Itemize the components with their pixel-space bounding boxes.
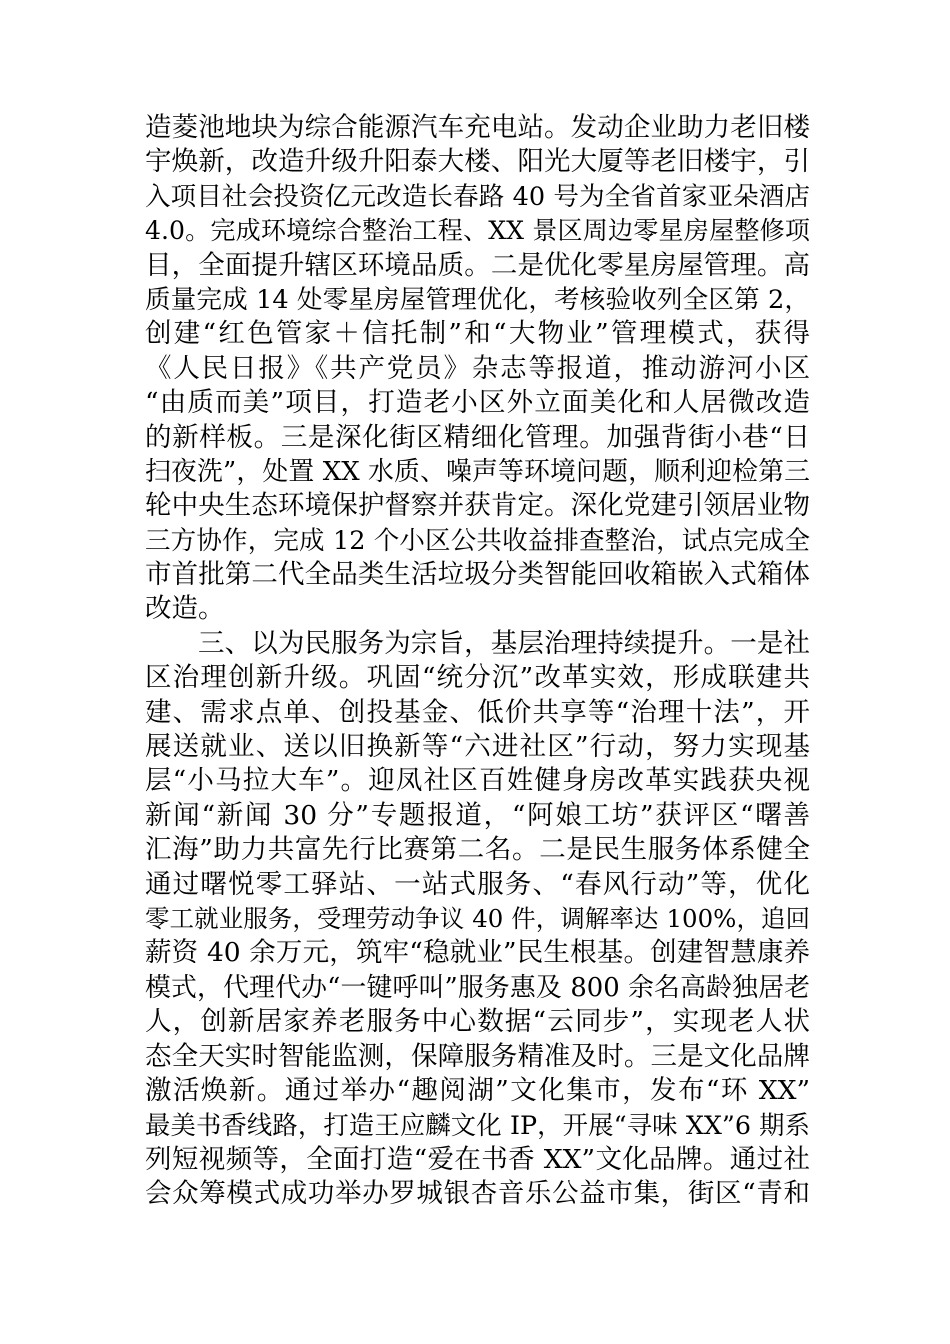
text-line: 建、需求点单、创投基金、低价共享等“治理十法”，开 — [145, 696, 810, 728]
text-line: 列短视频等，全面打造“爱在书香 XX”文化品牌。通过社 — [145, 1143, 810, 1175]
text-line: 态全天实时智能监测，保障服务精准及时。三是文化品牌 — [145, 1040, 810, 1072]
text-line: 展送就业、送以旧换新等“六进社区”行动，努力实现基 — [145, 731, 810, 763]
text-line: 零工就业服务，受理劳动争议 40 件，调解率达 100%，追回 — [145, 903, 810, 933]
text-line: 层“小马拉大车”。迎凤社区百姓健身房改革实践获央视 — [145, 765, 810, 797]
text-line: 通过曙悦零工驿站、一站式服务、“春风行动”等，优化 — [145, 868, 810, 900]
text-line: 创建“红色管家＋信托制”和“大物业”管理模式，获得 — [145, 318, 810, 350]
text-line: 4.0。完成环境综合整治工程、XX 景区周边零星房屋整修项 — [145, 216, 810, 246]
text-line: 会众筹模式成功举办罗城银杏音乐公益市集，街区“青和 — [145, 1178, 810, 1210]
text-line: 入项目社会投资亿元改造长春路 40 号为全省首家亚朵酒店 — [145, 181, 810, 212]
text-line: 质量完成 14 处零星房屋管理优化，考核验收列全区第 2， — [145, 284, 810, 315]
body-text — [145, 111, 810, 1212]
text-line: 区治理创新升级。巩固“统分沉”改革实效，形成联建共 — [145, 662, 810, 694]
text-line: 目，全面提升辖区环境品质。二是优化零星房屋管理。高 — [145, 249, 810, 281]
text-line: 宇焕新，改造升级升阳泰大楼、阳光大厦等老旧楼宇，引 — [145, 146, 810, 178]
text-line: 新闻“新闻 30 分”专题报道，“阿娘工坊”获评区“曙善 — [145, 799, 810, 831]
paragraph-end-line: 改造。 — [145, 593, 225, 625]
text-line: 最美书香线路，打造王应麟文化 IP，开展“寻味 XX”6 期系 — [145, 1110, 810, 1141]
text-line: 的新样板。三是深化街区精细化管理。加强背街小巷“日 — [145, 421, 810, 453]
text-line: 薪资 40 余万元，筑牢“稳就业”民生根基。创建智慧康养 — [145, 937, 810, 969]
text-line: 激活焕新。通过举办“趣阅湖”文化集市，发布“环 XX” — [145, 1074, 810, 1106]
text-line: 扫夜洗”，处置 XX 水质、噪声等环境问题，顺利迎检第三 — [145, 456, 810, 487]
text-line: 《人民日报》《共产党员》杂志等报道，推动游河小区 — [145, 352, 810, 384]
text-line: 造菱池地块为综合能源汽车充电站。发动企业助力老旧楼 — [145, 112, 810, 143]
text-line: 市首批第二代全品类生活垃圾分类智能回收箱嵌入式箱体 — [145, 559, 810, 591]
text-line: 人，创新居家养老服务中心数据“云同步”，实现老人状 — [145, 1006, 810, 1038]
text-line: 三方协作，完成 12 个小区公共收益排查整治，试点完成全 — [145, 525, 810, 556]
text-line: 汇海”助力共富先行比赛第二名。二是民生服务体系健全 — [145, 834, 810, 866]
text-line: 模式，代理代办“一键呼叫”服务惠及 800 余名高龄独居老 — [145, 972, 810, 1003]
text-line: 轮中央生态环境保护督察并获肯定。深化党建引领居业物 — [145, 490, 810, 522]
text-line: “由质而美”项目，打造老小区外立面美化和人居微改造 — [145, 387, 810, 419]
section-heading-line: 三、以为民服务为宗旨，基层治理持续提升。一是社 — [198, 627, 810, 659]
